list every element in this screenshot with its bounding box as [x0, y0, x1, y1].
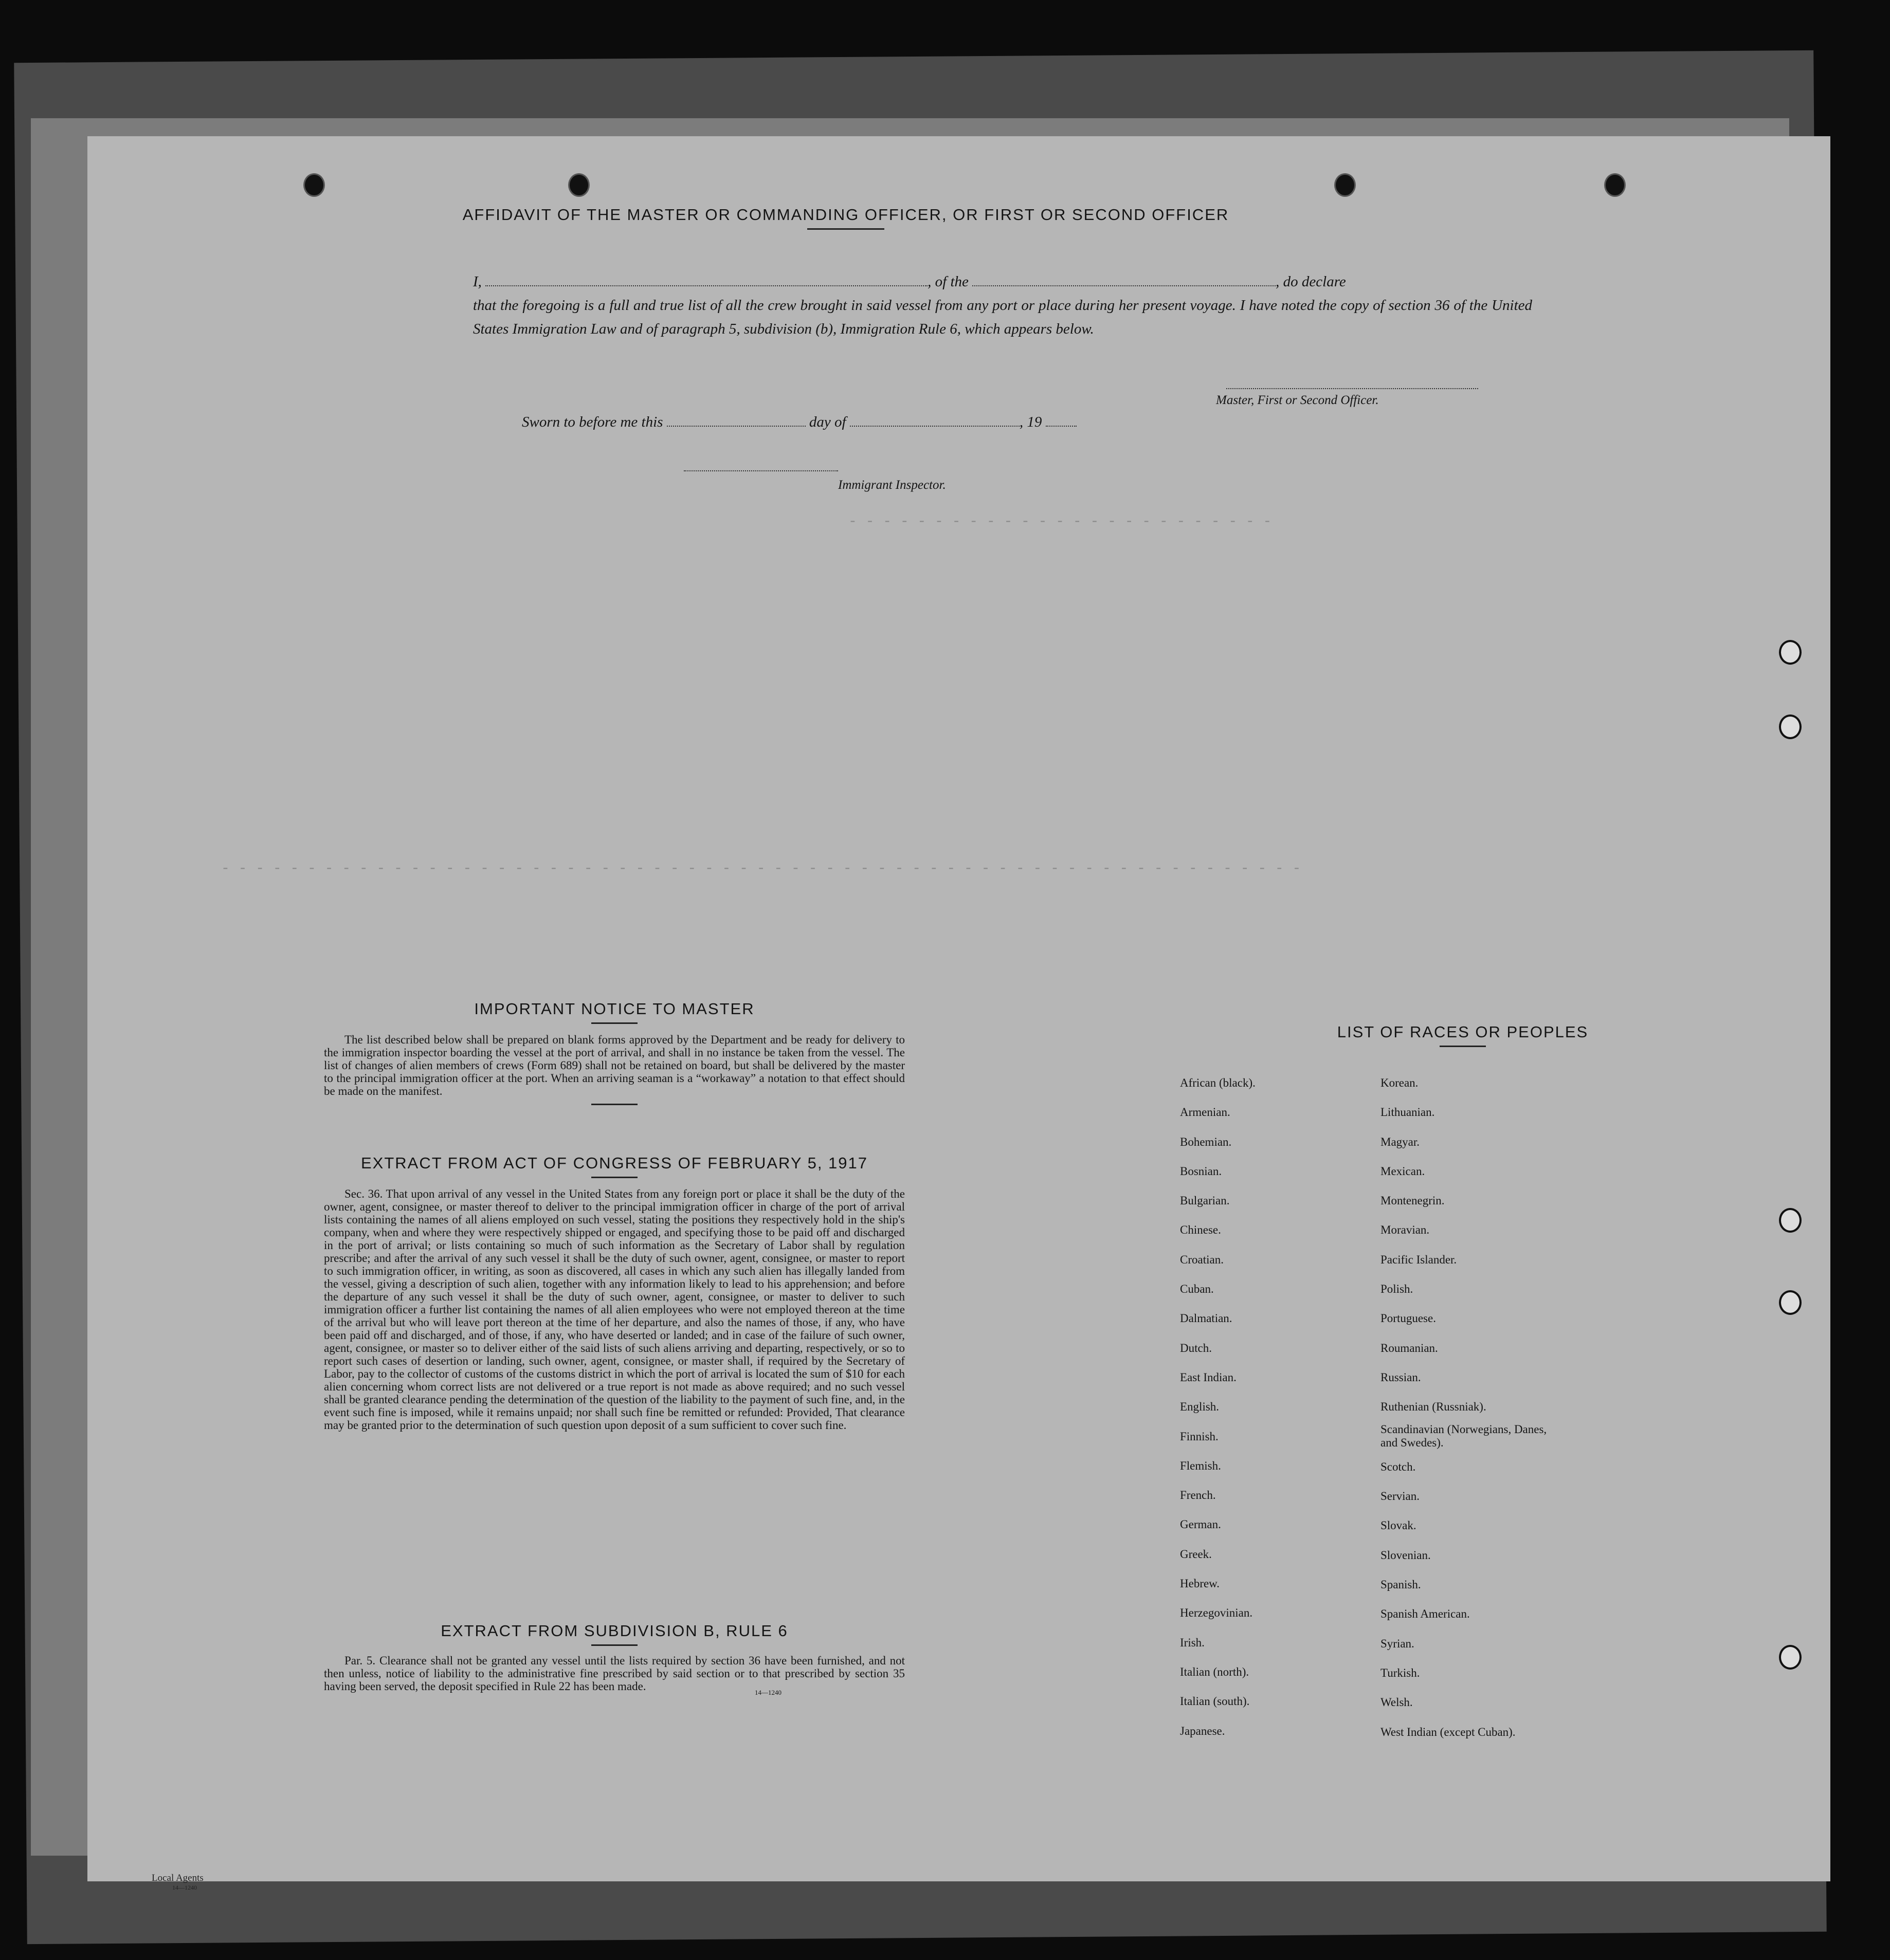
punch-hole-icon [1334, 173, 1356, 197]
master-signature-line[interactable] [1226, 388, 1478, 389]
race-item: Chinese. [1180, 1223, 1221, 1237]
affidavit-statement: that the foregoing is a full and true list of all the crew brought in said vessel from any port or place during her present voyage. I have noted the copy of section 36 of the United States Immigration Law and of paragraph 5, subdivision (b), Immigration Rule 6, which appears below. [473, 297, 1532, 337]
sworn-year-field[interactable] [1046, 414, 1077, 427]
inspector-signature-line[interactable] [684, 470, 838, 471]
race-item: French. [1180, 1489, 1216, 1502]
race-item: Cuban. [1180, 1283, 1214, 1296]
race-item: Moravian. [1380, 1223, 1430, 1237]
race-item: Lithuanian. [1380, 1106, 1435, 1119]
races-title: LIST OF RACES OR PEOPLES [1337, 1023, 1589, 1041]
race-item: Japanese. [1180, 1724, 1225, 1737]
race-item: Syrian. [1380, 1637, 1414, 1650]
race-item: Bulgarian. [1180, 1194, 1230, 1207]
race-item: Bosnian. [1180, 1164, 1222, 1178]
form-number: 14—1240 [755, 1689, 782, 1696]
race-item: Flemish. [1180, 1459, 1221, 1472]
affidavit-page [87, 136, 1830, 1891]
race-item: Herzegovinian. [1180, 1606, 1253, 1620]
race-item: Slovenian. [1380, 1548, 1431, 1562]
declaration-line [473, 270, 1532, 294]
race-item: German. [1180, 1518, 1221, 1531]
race-item: Spanish American. [1380, 1607, 1470, 1621]
race-item: Montenegrin. [1380, 1194, 1445, 1207]
race-item: Greek. [1180, 1547, 1212, 1561]
race-item: Finnish. [1180, 1430, 1219, 1443]
footer-form-number: 14—1240 [172, 1884, 197, 1891]
race-item: Magyar. [1380, 1135, 1420, 1148]
race-item: Turkish. [1380, 1666, 1420, 1679]
race-item: Scandinavian (Norwegians, Danes, and Swedes). [1380, 1422, 1547, 1449]
race-item: Portuguese. [1380, 1312, 1436, 1325]
race-item: Armenian. [1180, 1106, 1230, 1119]
race-item: Bohemian. [1180, 1135, 1232, 1148]
race-item: Italian (north). [1180, 1665, 1249, 1678]
vessel-label: , of the [928, 273, 969, 290]
races-header [1231, 1023, 1694, 1047]
race-item: Pacific Islander. [1380, 1253, 1457, 1266]
bleed-through-text: - - - - - - - - - - - - - - - - - - - - - - - - - - - - - - - - - - - - - - - - - - - - - - - - - - - - - - - - - - - - - - - [221, 861, 1301, 877]
punch-hole-icon [1604, 173, 1626, 197]
race-item: Scotch. [1380, 1460, 1416, 1473]
local-agents-footer [152, 1873, 204, 1892]
punch-hole-icon [1779, 715, 1802, 739]
race-item: West Indian (except Cuban). [1380, 1725, 1516, 1738]
race-item: Spanish. [1380, 1578, 1421, 1591]
sworn-day-field[interactable] [667, 414, 806, 427]
race-item: Dalmatian. [1180, 1312, 1232, 1325]
race-item: Italian (south). [1180, 1695, 1250, 1708]
race-item: Polish. [1380, 1283, 1413, 1296]
extract-rule [324, 1622, 905, 1697]
race-item: Irish. [1180, 1636, 1205, 1649]
vessel-name-field[interactable] [972, 274, 1276, 286]
sworn-month-field[interactable] [850, 414, 1020, 427]
extract-rule-title: EXTRACT FROM SUBDIVISION B, RULE 6 [441, 1622, 788, 1640]
affidavit-title: AFFIDAVIT OF THE MASTER OR COMMANDING OFFICER, OR FIRST OR SECOND OFFICER [462, 206, 1229, 224]
race-item: Dutch. [1180, 1341, 1212, 1354]
declarant-label: I, [473, 273, 482, 290]
important-notice [324, 1000, 905, 1105]
punch-hole-icon [1779, 640, 1802, 665]
race-item: English. [1180, 1400, 1220, 1414]
races-column-1 [1180, 1068, 1256, 1746]
sworn-line: Sworn to before me this day of , 19 [522, 414, 1077, 431]
declarant-name-field[interactable] [485, 274, 928, 286]
declare-label: , do declare [1276, 273, 1346, 290]
local-agents-label: Local Agents [152, 1873, 204, 1883]
races-column-2 [1380, 1068, 1550, 1747]
title-divider [807, 228, 884, 230]
inspector-signature-label: Immigrant Inspector. [838, 478, 946, 492]
race-item: Servian. [1380, 1490, 1420, 1503]
punch-hole-icon [1779, 1290, 1802, 1315]
race-item: East Indian. [1180, 1370, 1237, 1384]
extract-act-title: EXTRACT FROM ACT OF CONGRESS OF FEBRUARY 5, 1917 [360, 1154, 868, 1172]
race-item: African (black). [1180, 1076, 1256, 1089]
race-item: Slovak. [1380, 1519, 1416, 1532]
extract-rule-text: Par. 5. Clearance shall not be granted any vessel until the lists required by section 36 have been furnished, and not then unless, notice of liability to the administrative fine prescribed by said section or to that prescribed by section 35 having been served, the deposit specified in Rule 22 has been made. [324, 1654, 905, 1693]
race-item: Korean. [1380, 1076, 1419, 1089]
race-item: Hebrew. [1180, 1577, 1220, 1590]
punch-hole-icon [1779, 1208, 1802, 1233]
notice-title: IMPORTANT NOTICE TO MASTER [474, 1000, 755, 1018]
master-signature-label: Master, First or Second Officer. [1216, 393, 1379, 407]
affidavit-body [473, 270, 1532, 341]
race-item: Croatian. [1180, 1253, 1224, 1266]
bleed-through-text: - - - - - - - - - - - - - - - - - - - - - - - - - [848, 514, 1272, 530]
race-item: Roumanian. [1380, 1341, 1438, 1354]
notice-text: The list described below shall be prepared on blank forms approved by the Department and be ready for delivery to the immigration inspector boarding the vessel at the port of arrival, and shall in no instance be taken from the vessel. The list of changes of alien members of crews (Form 689) shall not be retained on board, but shall be delivered by the master to the principal immigration officer at the port. When an arriving seaman is a “workaway” a notation to that effect should be made on the manifest. [324, 1033, 905, 1097]
punch-hole-icon [303, 173, 325, 197]
race-item: Russian. [1380, 1370, 1421, 1384]
race-item: Welsh. [1380, 1696, 1413, 1709]
race-item: Ruthenian (Russniak). [1380, 1400, 1486, 1414]
extract-act [324, 1154, 905, 1432]
affidavit-header [447, 206, 1244, 230]
punch-hole-icon [568, 173, 590, 197]
extract-act-text: Sec. 36. That upon arrival of any vessel in the United States from any foreign port or place it shall be the duty of the owner, agent, consignee, or master thereof to deliver to the principal immigration officer in charge of the port of arrival lists containing the names of all aliens employed on such vessel, stating the positions they respectively hold in the ship's company, when and where they were respectively shipped or engaged, and specifying those to be paid off and discharged in the port of arrival; or lists containing so much of such information as the Secretary of Labor shall by regulation prescribe; and after the arrival of any such vessel it shall be the duty of such owner, agent, consignee, or master to report to such immigration officer, in writing, as soon as discovered, all cases in which any such alien has illegally landed from the vessel, giving a description of such alien, together with any information likely to lead to his apprehension; and before the departure of any such vessel it shall be the duty of such owner, agent, consignee, or master to deliver to such immigration officer a further list containing the names of all alien employees who were not employed thereon at the time of the arrival but who will leave port thereon at the time of her departure, and also the names of those, if any, who have been paid off and discharged, and of those, if any, who have deserted or landed; and in case of the failure of such owner, agent, consignee, or master so to deliver either of the said lists of such aliens arriving and departing, respectively, or so to report such cases of desertion or landing, such owner, agent, consignee, or master shall, if required by the Secretary of Labor, pay to the collector of customs of the customs district in which the port of arrival is located the sum of $10 for each alien concerning whom correct lists are not delivered or a true report is not made as above required; and no such vessel shall be granted clearance pending the determination of the question of the liability to the payment of such fine, and, in the event such fine is imposed, while it remains unpaid; nor shall such fine be remitted or refunded: Provided, That clearance may be granted prior to the determination of such question upon deposit of a sum sufficient to cover such fine. [324, 1187, 905, 1432]
punch-hole-icon [1779, 1645, 1802, 1670]
race-item: Mexican. [1380, 1164, 1425, 1178]
